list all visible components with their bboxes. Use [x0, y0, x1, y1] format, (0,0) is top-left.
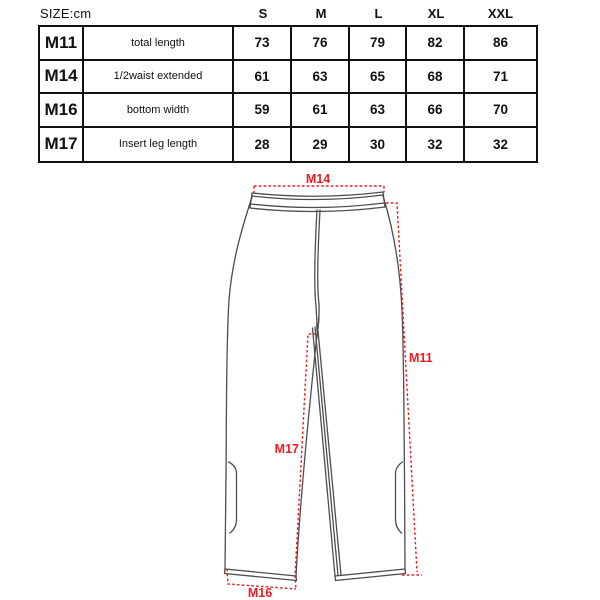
pants-outline: [225, 192, 406, 581]
value-cell: 29: [292, 128, 350, 162]
m11-dimension-label: M11: [409, 351, 433, 365]
m16-dimension-label: M16: [247, 586, 273, 600]
value-cell: 30: [350, 128, 407, 162]
dimension-lines: [227, 186, 422, 589]
right-leg-vent: [396, 462, 403, 533]
size-header-m: M: [315, 6, 327, 21]
value-cell: 79: [350, 27, 407, 61]
value-cell: 61: [292, 94, 350, 128]
size-header-l: L: [374, 6, 383, 21]
row-label: total length: [84, 27, 234, 61]
row-label: 1/2waist extended: [84, 61, 234, 95]
row-code: M11: [40, 27, 84, 61]
row-code: M14: [40, 61, 84, 95]
row-label: Insert leg length: [84, 128, 234, 162]
size-header-xl: XL: [427, 6, 445, 21]
value-cell: 32: [492, 136, 509, 152]
value-cell: 86: [465, 27, 536, 61]
value-cell: 65: [350, 61, 407, 95]
value-cell: 61: [234, 61, 292, 95]
value-cell: 76: [292, 27, 350, 61]
value-cell: 68: [407, 61, 465, 95]
size-header-s: S: [258, 6, 268, 21]
m11-dimension-line: [386, 203, 417, 572]
value-cell: 63: [350, 94, 407, 128]
row-label: bottom width: [84, 94, 234, 128]
value-cell: 66: [407, 94, 465, 128]
value-cell: 71: [465, 61, 536, 95]
value-cell: 73: [234, 27, 292, 61]
size-header-xxl: XXL: [487, 6, 514, 21]
unit-label: SIZE:cm: [40, 6, 92, 21]
m14-dimension-label: M14: [305, 172, 331, 186]
value-cell: 32: [407, 128, 465, 162]
value-cell: 82: [407, 27, 465, 61]
row-code: M17: [40, 128, 84, 162]
row-code: M16: [40, 94, 84, 128]
m17-dimension-label: M17: [274, 442, 299, 456]
value-cell: 63: [292, 61, 350, 95]
value-cell: 59: [234, 94, 292, 128]
left-leg-vent: [229, 462, 237, 533]
value-cell: 28: [234, 128, 292, 162]
value-cell: 70: [465, 94, 536, 128]
